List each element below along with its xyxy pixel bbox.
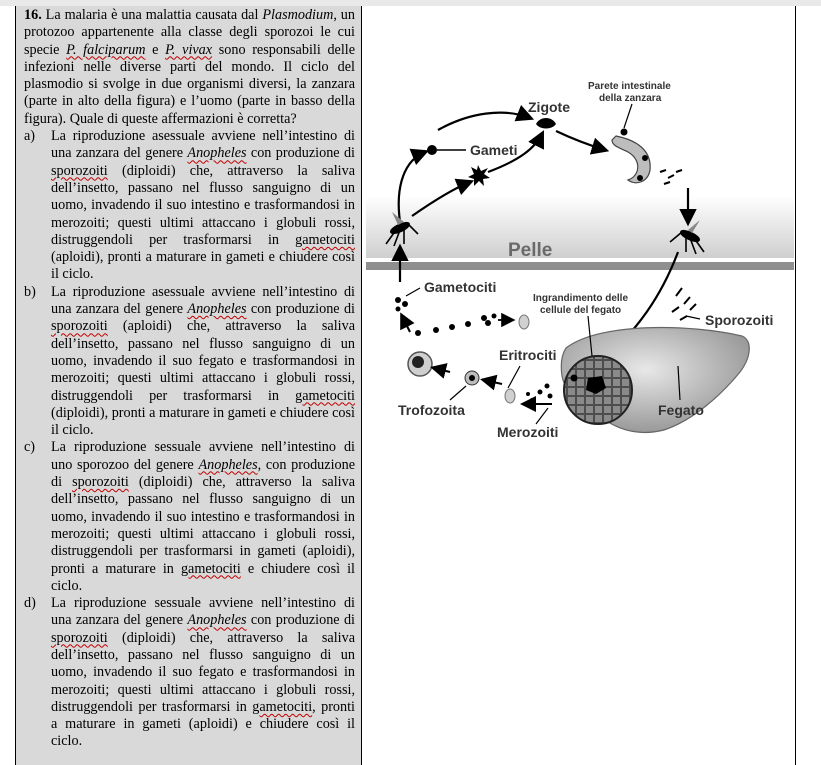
- option-d: [24, 595, 355, 751]
- trofozoita-label: Trofozoita: [398, 402, 465, 418]
- option-c: [24, 439, 355, 595]
- question-intro: sono responsabili delle infezioni nelle diverse parti del mondo. Il ciclo del plasmodio si svolge in due organismi diversi, la zanzara (parte in alto della figura) e l’uomo (parte in basso della figura). Quale di queste affermazioni è corretta?: [24, 41, 356, 127]
- species-name: P. vivax: [165, 41, 213, 58]
- question-intro: e: [145, 41, 166, 58]
- option-b: [24, 284, 355, 440]
- sporozoiti-leader: [686, 316, 700, 319]
- pelle-label: Pelle: [508, 240, 553, 261]
- merozoiti-leader: [536, 408, 548, 424]
- arrow-to-infected-cell: [484, 380, 502, 384]
- trofozoita-leader: [450, 386, 466, 400]
- sporozoite-streaks-skin: [672, 288, 696, 320]
- parete-label-2: della zanzara: [599, 93, 662, 104]
- parete-label: Parete intestinale: [588, 81, 671, 92]
- question-intro: La malaria è una malattia causata dal: [41, 7, 263, 23]
- arrow-to-trophozoite: [434, 368, 450, 372]
- erythrocyte-icon: [505, 389, 515, 403]
- eritrociti-label: Eritrociti: [499, 347, 557, 363]
- option-text: La riproduzione sessuale avviene nell’intestino di una zanzara del genere Anopheles con produzione di sporozoiti (diploidi) che, attraverso la saliva dell’insetto, passano nel flusso sanguigno di un uomo, invadendo il suo fegato e trasformandosi in merozoiti; questi ultimi attaccano i globuli rossi, distruggendoli per trasformarsi in gametociti, pronti a maturare in gameti (aploidi) e chiudere così il ciclo.: [51, 595, 355, 750]
- skin-band: [366, 196, 794, 258]
- gametociti-label: Gametociti: [424, 279, 497, 295]
- gametociti-leader: [406, 288, 420, 296]
- question-stem: [24, 7, 355, 128]
- zigote-icon: [536, 118, 556, 129]
- gameti-label: Gameti: [470, 142, 518, 158]
- zigote-label: Zigote: [528, 99, 570, 115]
- option-a: [24, 128, 355, 284]
- option-text: La riproduzione asessuale avviene nell’intestino di una zanzara del genere Anopheles con produzione di sporozoiti (diploidi) che, attraverso la saliva dell’insetto, passano nel flusso sanguigno di un uomo, invadendo il suo intestino e trasformandosi in merozoiti; questi ultimi attaccano i globuli rossi, distruggendoli per trasformarsi in gametociti (aploidi), pronti a maturare in gameti e chiudere così il ciclo.: [51, 128, 355, 283]
- liver-dot: [571, 375, 578, 382]
- malaria-cycle-figure: [362, 60, 794, 450]
- arrow-zigote-to-wall: [556, 131, 605, 150]
- erythrocyte-icon: [519, 315, 529, 329]
- gamete-star-icon: [468, 165, 490, 186]
- merozoiti-label: Merozoiti: [497, 424, 559, 440]
- fegato-label: Fegato: [658, 402, 704, 418]
- question-number: 16.: [24, 7, 42, 23]
- ingrandimento-label-2: cellule del fegato: [540, 305, 622, 316]
- question-text: [24, 7, 355, 751]
- option-label: c): [24, 439, 36, 456]
- trophozoite-core: [412, 356, 424, 368]
- gamete-dot: [427, 145, 437, 155]
- gametocyte-dot: [395, 297, 401, 303]
- species-name: P. falciparum: [66, 41, 146, 58]
- eritrociti-leader: [508, 366, 520, 388]
- gametocyte-dot: [396, 307, 401, 312]
- option-text: La riproduzione asessuale avviene nell’intestino di una zanzara del genere Anopheles con produzione di sporozoiti (aploidi) che, attraverso la saliva dell’insetto, passano nel flusso sanguigno di un uomo, invadendo il suo fegato e trasformandosi in merozoiti; questi ultimi attaccano i globuli rossi, distruggendoli per trasformarsi in gametociti (diploidi), pronti a maturare in gameti e chiudere così il ciclo.: [51, 283, 355, 439]
- sporozoiti-label: Sporozoiti: [705, 312, 774, 328]
- gametocyte-dot: [402, 301, 408, 307]
- arrow-gameti-to-zigote: [438, 113, 530, 130]
- oocyst-dot: [621, 129, 628, 136]
- option-label: d): [24, 595, 36, 612]
- option-text: La riproduzione sessuale avviene nell’intestino di uno sporozoo del genere Anopheles, con produzione di sporozoiti (diploidi) che, attraverso la saliva dell’insetto, passano nel flusso sanguigno di un uomo, invadendo il suo intestino e trasformandosi in merozoiti; questi ultimi attaccano i globuli rossi, distruggendoli per trasformarsi in gameti (aploidi), pronti a maturare in gametociti e chiudere così il ciclo.: [51, 439, 355, 594]
- merozoite-dots: [526, 384, 553, 403]
- skin-edge: [366, 262, 794, 270]
- sporozoite-streaks: [660, 170, 682, 184]
- option-label: b): [24, 283, 36, 300]
- arrow-to-gametociti: [402, 316, 410, 332]
- oocyst-dot: [637, 175, 643, 181]
- parasite-chain: [415, 314, 497, 337]
- oocyst-dot: [642, 155, 648, 161]
- ingrandimento-label: Ingrandimento delle: [533, 293, 629, 304]
- option-label: a): [24, 128, 36, 145]
- question-intro: , un protozoo appartenente alla classe degli sporozoi le cui specie: [24, 7, 355, 58]
- infected-cell-core: [469, 375, 475, 381]
- parete-leader: [624, 104, 632, 128]
- genus-name: Plasmodium: [262, 7, 334, 23]
